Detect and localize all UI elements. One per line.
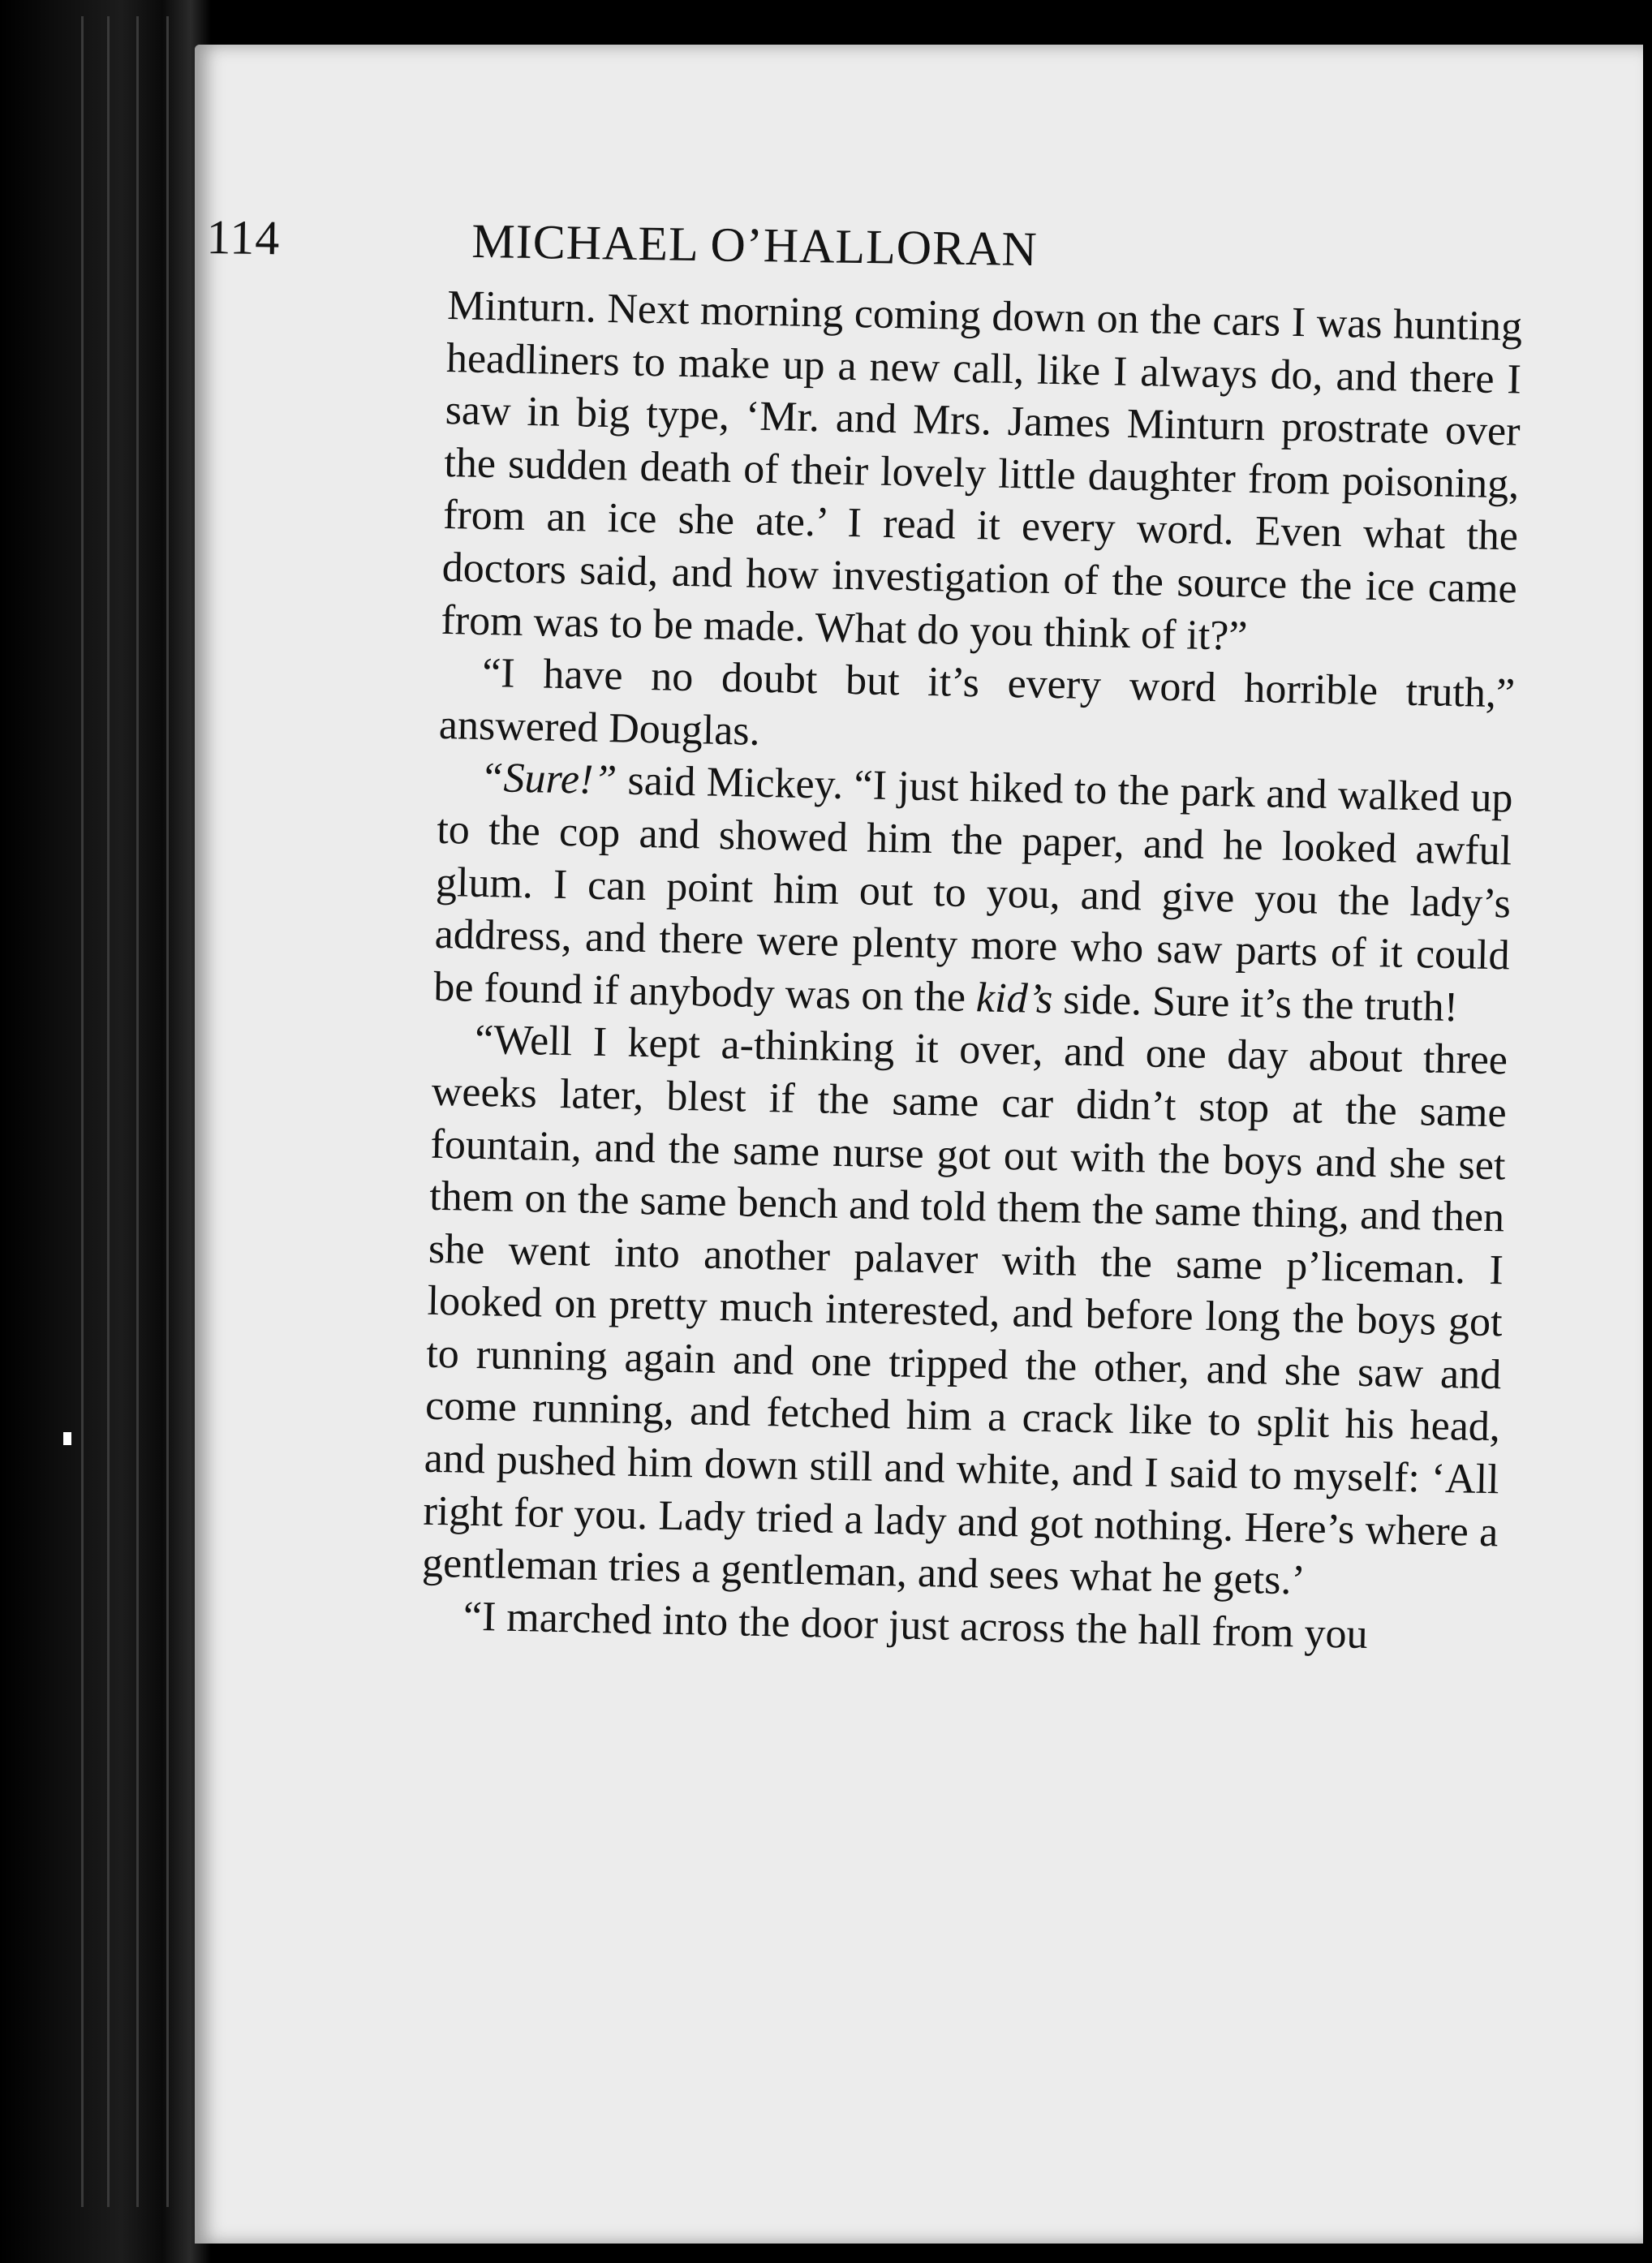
- paragraph-text: said Mickey. “I just hiked to the park and walked up to the cop and showed him the paper, and he looked awful glum. I can point him out to you, and give you the lady’s address, and there were plenty more who saw parts of it could be found if anybody was on the: [432, 757, 1514, 1021]
- page-number: 114: [206, 209, 281, 265]
- paragraph: [441, 280, 1523, 669]
- spine-line: [107, 16, 110, 2207]
- spine-line: [81, 16, 84, 2207]
- running-head: [206, 209, 1250, 298]
- paragraph-text-tail: side. Sure it’s the truth!: [1052, 975, 1459, 1030]
- paragraph-text: “Well I kept a-thinking it over, and one day about three weeks later, blest if the same car didn’t stop at the same fountain, and the same nurse got out with the boys and she set them on the same bench and told them the same thing, and then she went into another palaver with the same p’liceman. I looked on pretty much interested, and before long the boys got to running again and one tripped the other, and she saw and come running, and fetched him a crack like to split his head, and pushed him down still and white, and I said to myself: ‘All right for you. Lady tried a lady and got nothing. Here’s where a gentleman tries a gentleman, and sees what he gets.’: [421, 1017, 1508, 1604]
- paragraph-text: “I have no doubt but it’s every word horrible truth,” answered Douglas.: [438, 650, 1516, 755]
- spine-line: [166, 16, 169, 2207]
- spine-line: [136, 16, 139, 2207]
- paragraph: [422, 1013, 1508, 1611]
- scan-speck: [63, 1432, 71, 1445]
- italic-word: kid’s: [975, 974, 1053, 1022]
- book-spine: [0, 0, 211, 2263]
- book-title: MICHAEL O’HALLORAN: [471, 213, 1039, 277]
- paragraph-text: Minturn. Next morning coming down on the cars I was hunting headliners to make up a new call, like I always do, and there I saw in big type, ‘Mr. and Mrs. James Minturn prostrate over the sudden death of their lovely little daughter from poisoning, from an ice she ate.’ I read it every word. Even what the doctors said, and how investigation of the source the ice came from was to be made. What do you think of it?”: [441, 282, 1523, 660]
- paragraph-text: “I marched into the door just across the hall from you: [462, 1593, 1369, 1658]
- paragraph: [433, 751, 1513, 1035]
- italic-exclamation: “Sure!”: [480, 755, 617, 804]
- body-text: [420, 280, 1522, 1664]
